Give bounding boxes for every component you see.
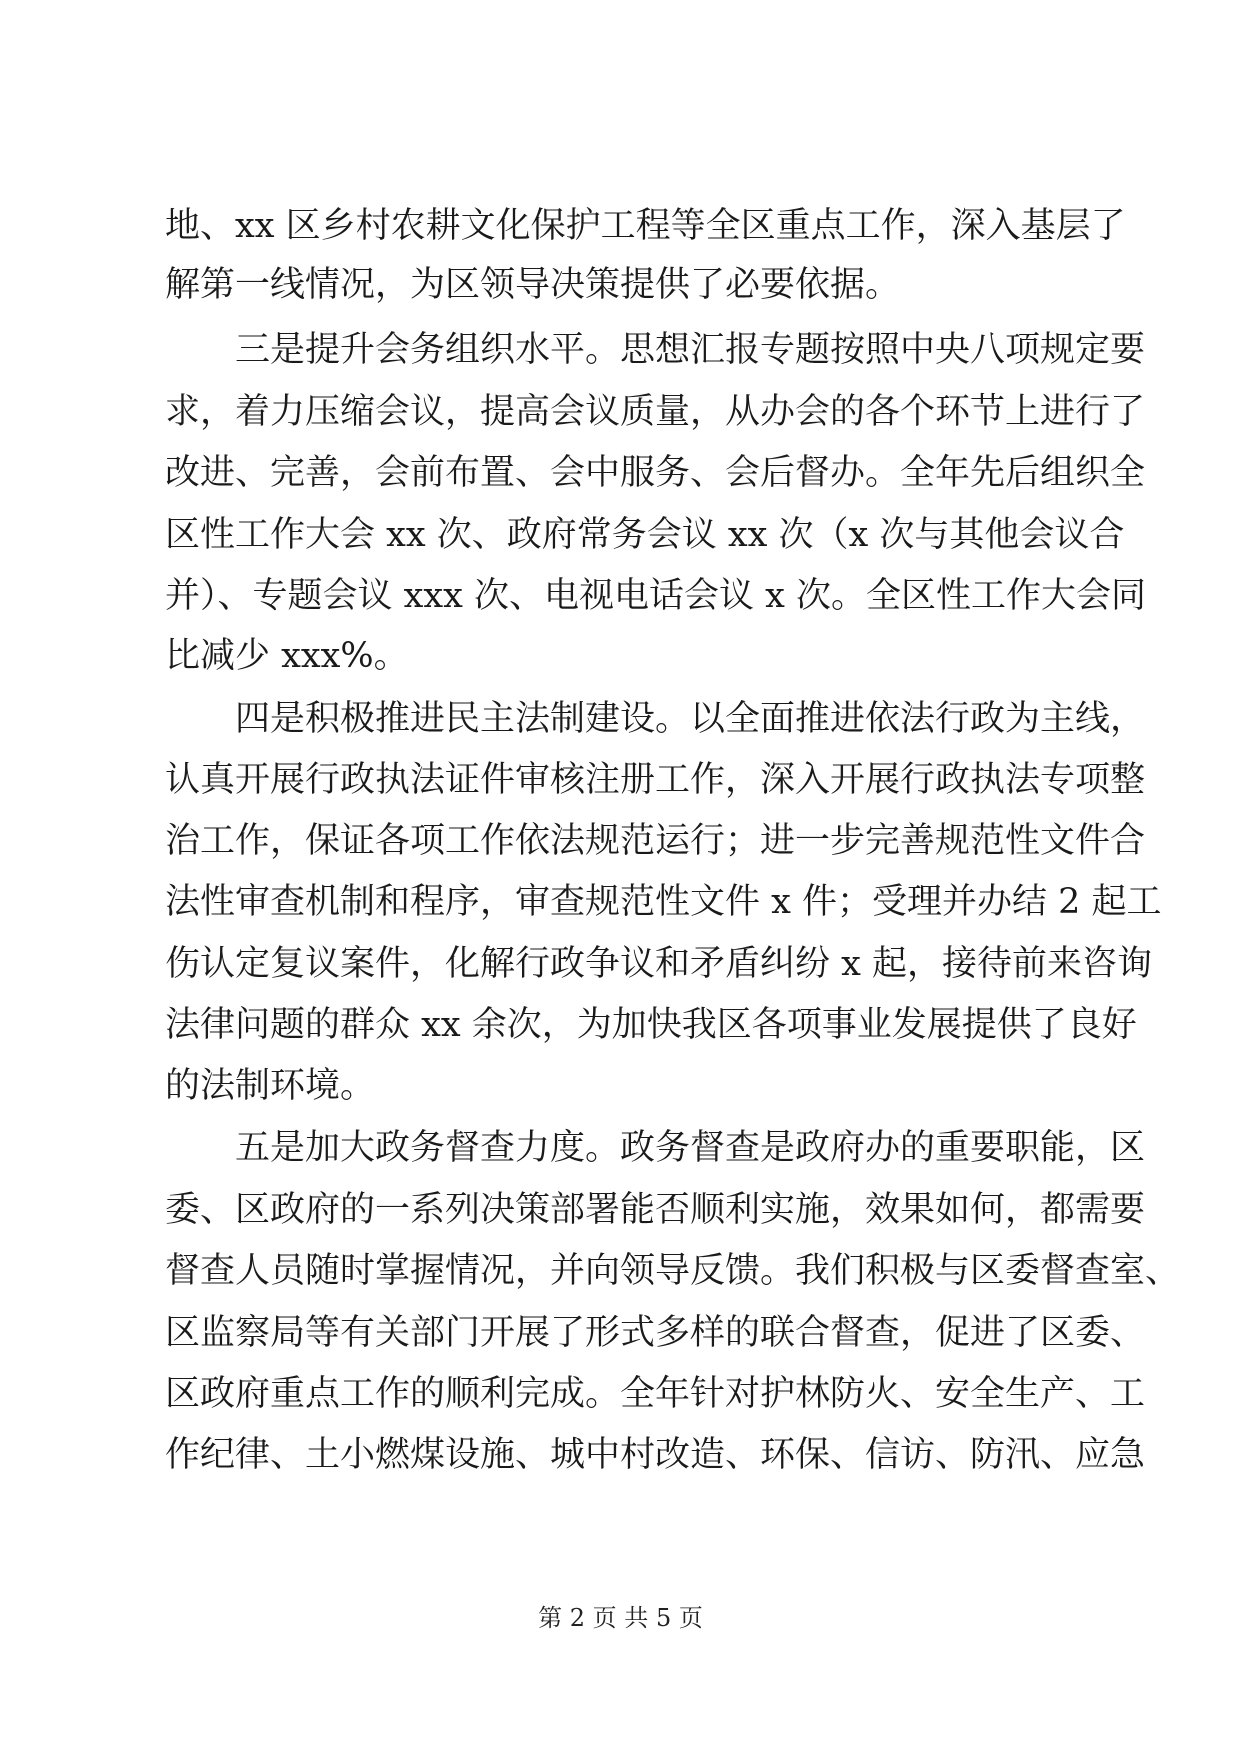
text-line: 地、xx 区乡村农耕文化保护工程等全区重点工作，深入基层了 [165, 206, 1126, 246]
text-line: 委、区政府的一系列决策部署能否顺利实施，效果如何，都需要 [165, 1190, 1146, 1230]
text-line: 并）、专题会议 xxx 次、电视电话会议 x 次。全区性工作大会同 [165, 576, 1146, 616]
paragraph-first-line: 四是积极推进民主法制建设。以全面推进依法行政为主线， [235, 699, 1146, 739]
text-line: 求，着力压缩会议，提高会议质量，从办会的各个环节上进行了 [165, 392, 1146, 432]
page-number-footer: 第 2 页 共 5 页 [538, 1604, 703, 1632]
text-line: 解第一线情况，为区领导决策提供了必要依据。 [165, 265, 901, 305]
text-line: 督查人员随时掌握情况，并向领导反馈。我们积极与区委督查室、 [165, 1251, 1181, 1291]
text-line: 治工作，保证各项工作依法规范运行；进一步完善规范性文件合 [165, 821, 1146, 861]
paragraph-first-line: 五是加大政务督查力度。政务督查是政府办的重要职能，区 [235, 1128, 1146, 1168]
text-line: 认真开展行政执法证件审核注册工作，深入开展行政执法专项整 [165, 760, 1146, 800]
text-line: 伤认定复议案件，化解行政争议和矛盾纠纷 x 起，接待前来咨询 [165, 944, 1152, 984]
text-line: 改进、完善，会前布置、会中服务、会后督办。全年先后组织全 [165, 453, 1146, 493]
text-line: 比减少 xxx%。 [165, 636, 409, 676]
text-line: 区性工作大会 xx 次、政府常务会议 xx 次（x 次与其他会议合 [165, 515, 1125, 555]
text-line: 作纪律、土小燃煤设施、城中村改造、环保、信访、防汛、应急 [165, 1435, 1146, 1475]
text-line: 区政府重点工作的顺利完成。全年针对护林防火、安全生产、工 [165, 1374, 1146, 1414]
text-line: 法性审查机制和程序，审查规范性文件 x 件；受理并办结 2 起工 [165, 882, 1162, 922]
paragraph-first-line: 三是提升会务组织水平。思想汇报专题按照中央八项规定要 [235, 330, 1146, 370]
text-line: 法律问题的群众 xx 余次，为加快我区各项事业发展提供了良好 [165, 1005, 1137, 1045]
text-line: 区监察局等有关部门开展了形式多样的联合督查，促进了区委、 [165, 1313, 1146, 1353]
text-line: 的法制环境。 [165, 1066, 376, 1106]
